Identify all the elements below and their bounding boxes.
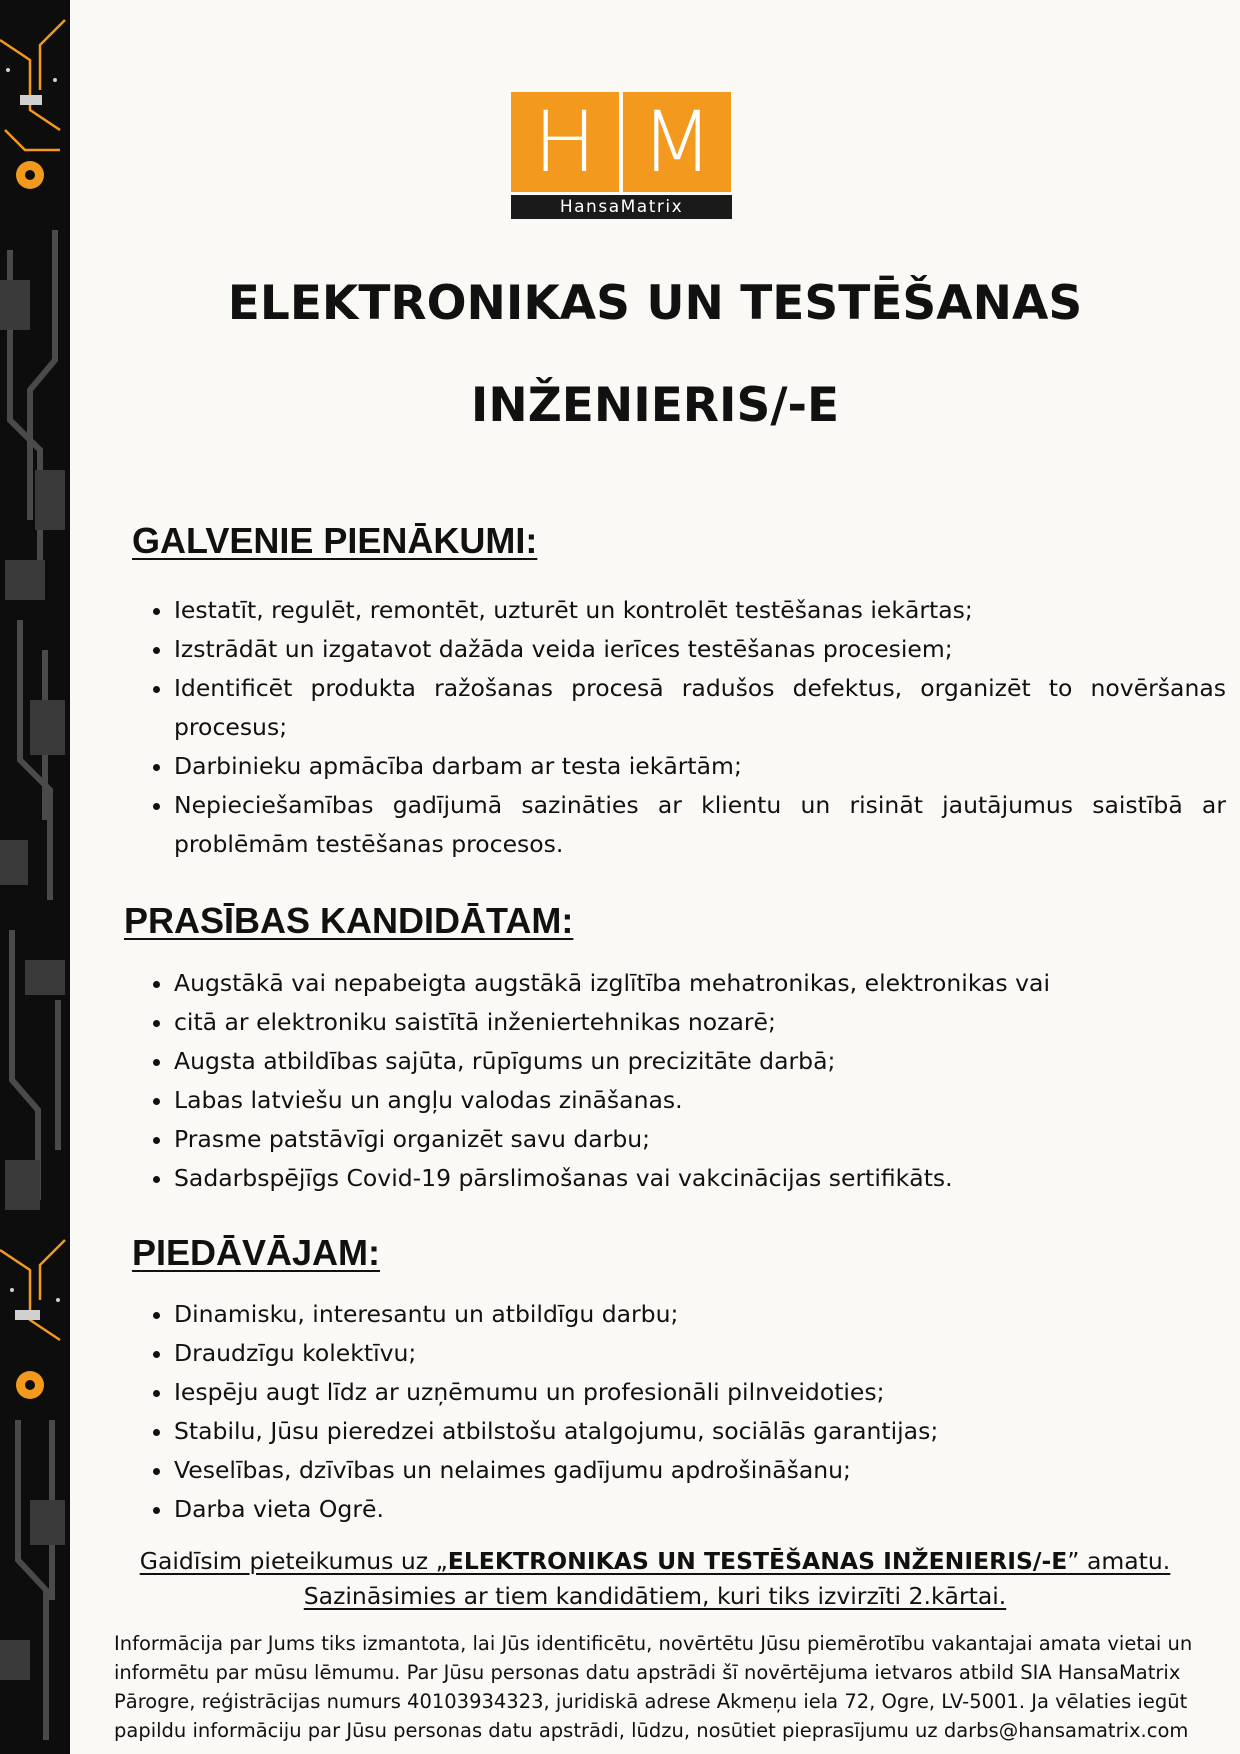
- list-item: • Augsta atbildības sajūta, rūpīgums un precizitāte darbā;: [174, 1042, 1226, 1081]
- logo-wordmark: HansaMatrix: [511, 195, 732, 219]
- offer-list: [140, 1295, 1226, 1529]
- list-item: • Darba vieta Ogrē.: [174, 1490, 1226, 1529]
- section-heading-duties: GALVENIE PIENĀKUMI:: [132, 520, 538, 561]
- list-item: • Iestatīt, regulēt, remontēt, uzturēt un kontrolēt testēšanas iekārtas;: [174, 591, 1226, 630]
- circuit-pattern-icon: [0, 0, 70, 1754]
- circuit-board-decoration: [0, 0, 70, 1754]
- section-heading-offer: PIEDĀVĀJAM:: [132, 1232, 381, 1273]
- duties-list: [140, 591, 1226, 864]
- closing-underlined: [140, 1547, 1170, 1575]
- list-item: • Draudzīgu kolektīvu;: [174, 1334, 1226, 1373]
- hansamatrix-logo: [511, 92, 732, 219]
- logo-letter-m: M: [623, 92, 731, 192]
- closing-line-1: [70, 1544, 1240, 1578]
- list-item: • Nepieciešamības gadījumā sazināties ar klientu un risināt jautājumus saistībā ar problēmām testēšanas procesos.: [174, 786, 1226, 864]
- logo-letter-h: H: [511, 92, 619, 192]
- list-item: • Labas latviešu un angļu valodas zināšanas.: [174, 1081, 1226, 1120]
- closing-line-2: [70, 1579, 1240, 1613]
- list-item: • citā ar elektroniku saistītā inženiertehnikas nozarē;: [174, 1003, 1226, 1042]
- list-item: • Veselības, dzīvības un nelaimes gadījumu apdrošināšanu;: [174, 1451, 1226, 1490]
- list-item: • Iespēju augt līdz ar uzņēmumu un profesionāli pilnveidoties;: [174, 1373, 1226, 1412]
- list-item: • Identificēt produkta ražošanas procesā radušos defektus, organizēt to novēršanas procesus;: [174, 669, 1226, 747]
- section-heading-requirements: PRASĪBAS KANDIDĀTAM:: [124, 900, 574, 941]
- closing-prefix: Gaidīsim pieteikumus uz „: [139, 1547, 448, 1575]
- page-title-line-1: ELEKTRONIKAS UN TESTĒŠANAS: [227, 276, 1083, 331]
- list-item: • Darbinieku apmācība darbam ar testa iekārtām;: [174, 747, 1226, 786]
- list-item: • Sadarbspējīgs Covid-19 pārslimošanas vai vakcinācijas sertifikāts.: [174, 1159, 1226, 1198]
- closing-position-name: ELEKTRONIKAS UN TESTĒŠANAS INŽENIERIS/-E: [447, 1547, 1068, 1575]
- closing-suffix: ” amatu.: [1067, 1547, 1171, 1575]
- closing-line-2-text: Sazināsimies ar tiem kandidātiem, kuri tiks izvirzīti 2.kārtai.: [303, 1582, 1007, 1610]
- list-item: • Augstākā vai nepabeigta augstākā izglītība mehatronikas, elektronikas vai: [174, 964, 1226, 1003]
- list-item: • Prasme patstāvīgi organizēt savu darbu;: [174, 1120, 1226, 1159]
- list-item: • Stabilu, Jūsu pieredzei atbilstošu atalgojumu, sociālās garantijas;: [174, 1412, 1226, 1451]
- list-item: • Dinamisku, interesantu un atbildīgu darbu;: [174, 1295, 1226, 1334]
- requirements-list: [140, 964, 1226, 1198]
- privacy-notice: Informācija par Jums tiks izmantota, lai Jūs identificētu, novērtētu Jūsu piemērotību vakantajai amata vietai un informētu par mūsu lēmumu. Par Jūsu personas datu apstrādi šī novērtējuma ietvaros atbild SIA HansaMatrix Pārogre, reģistrācijas numurs 40103934323, juridiskā adrese Akmeņu iela 72, Ogre, LV-5001. Ja vēlaties iegūt papildu informāciju par Jūsu personas datu apstrādi, lūdzu, nosūtiet pieprasījumu uz darbs@hansamatrix.com: [114, 1632, 1193, 1742]
- list-item: • Izstrādāt un izgatavot dažāda veida ierīces testēšanas procesiem;: [174, 630, 1226, 669]
- page-title-line-2: INŽENIERIS/-E: [470, 378, 840, 433]
